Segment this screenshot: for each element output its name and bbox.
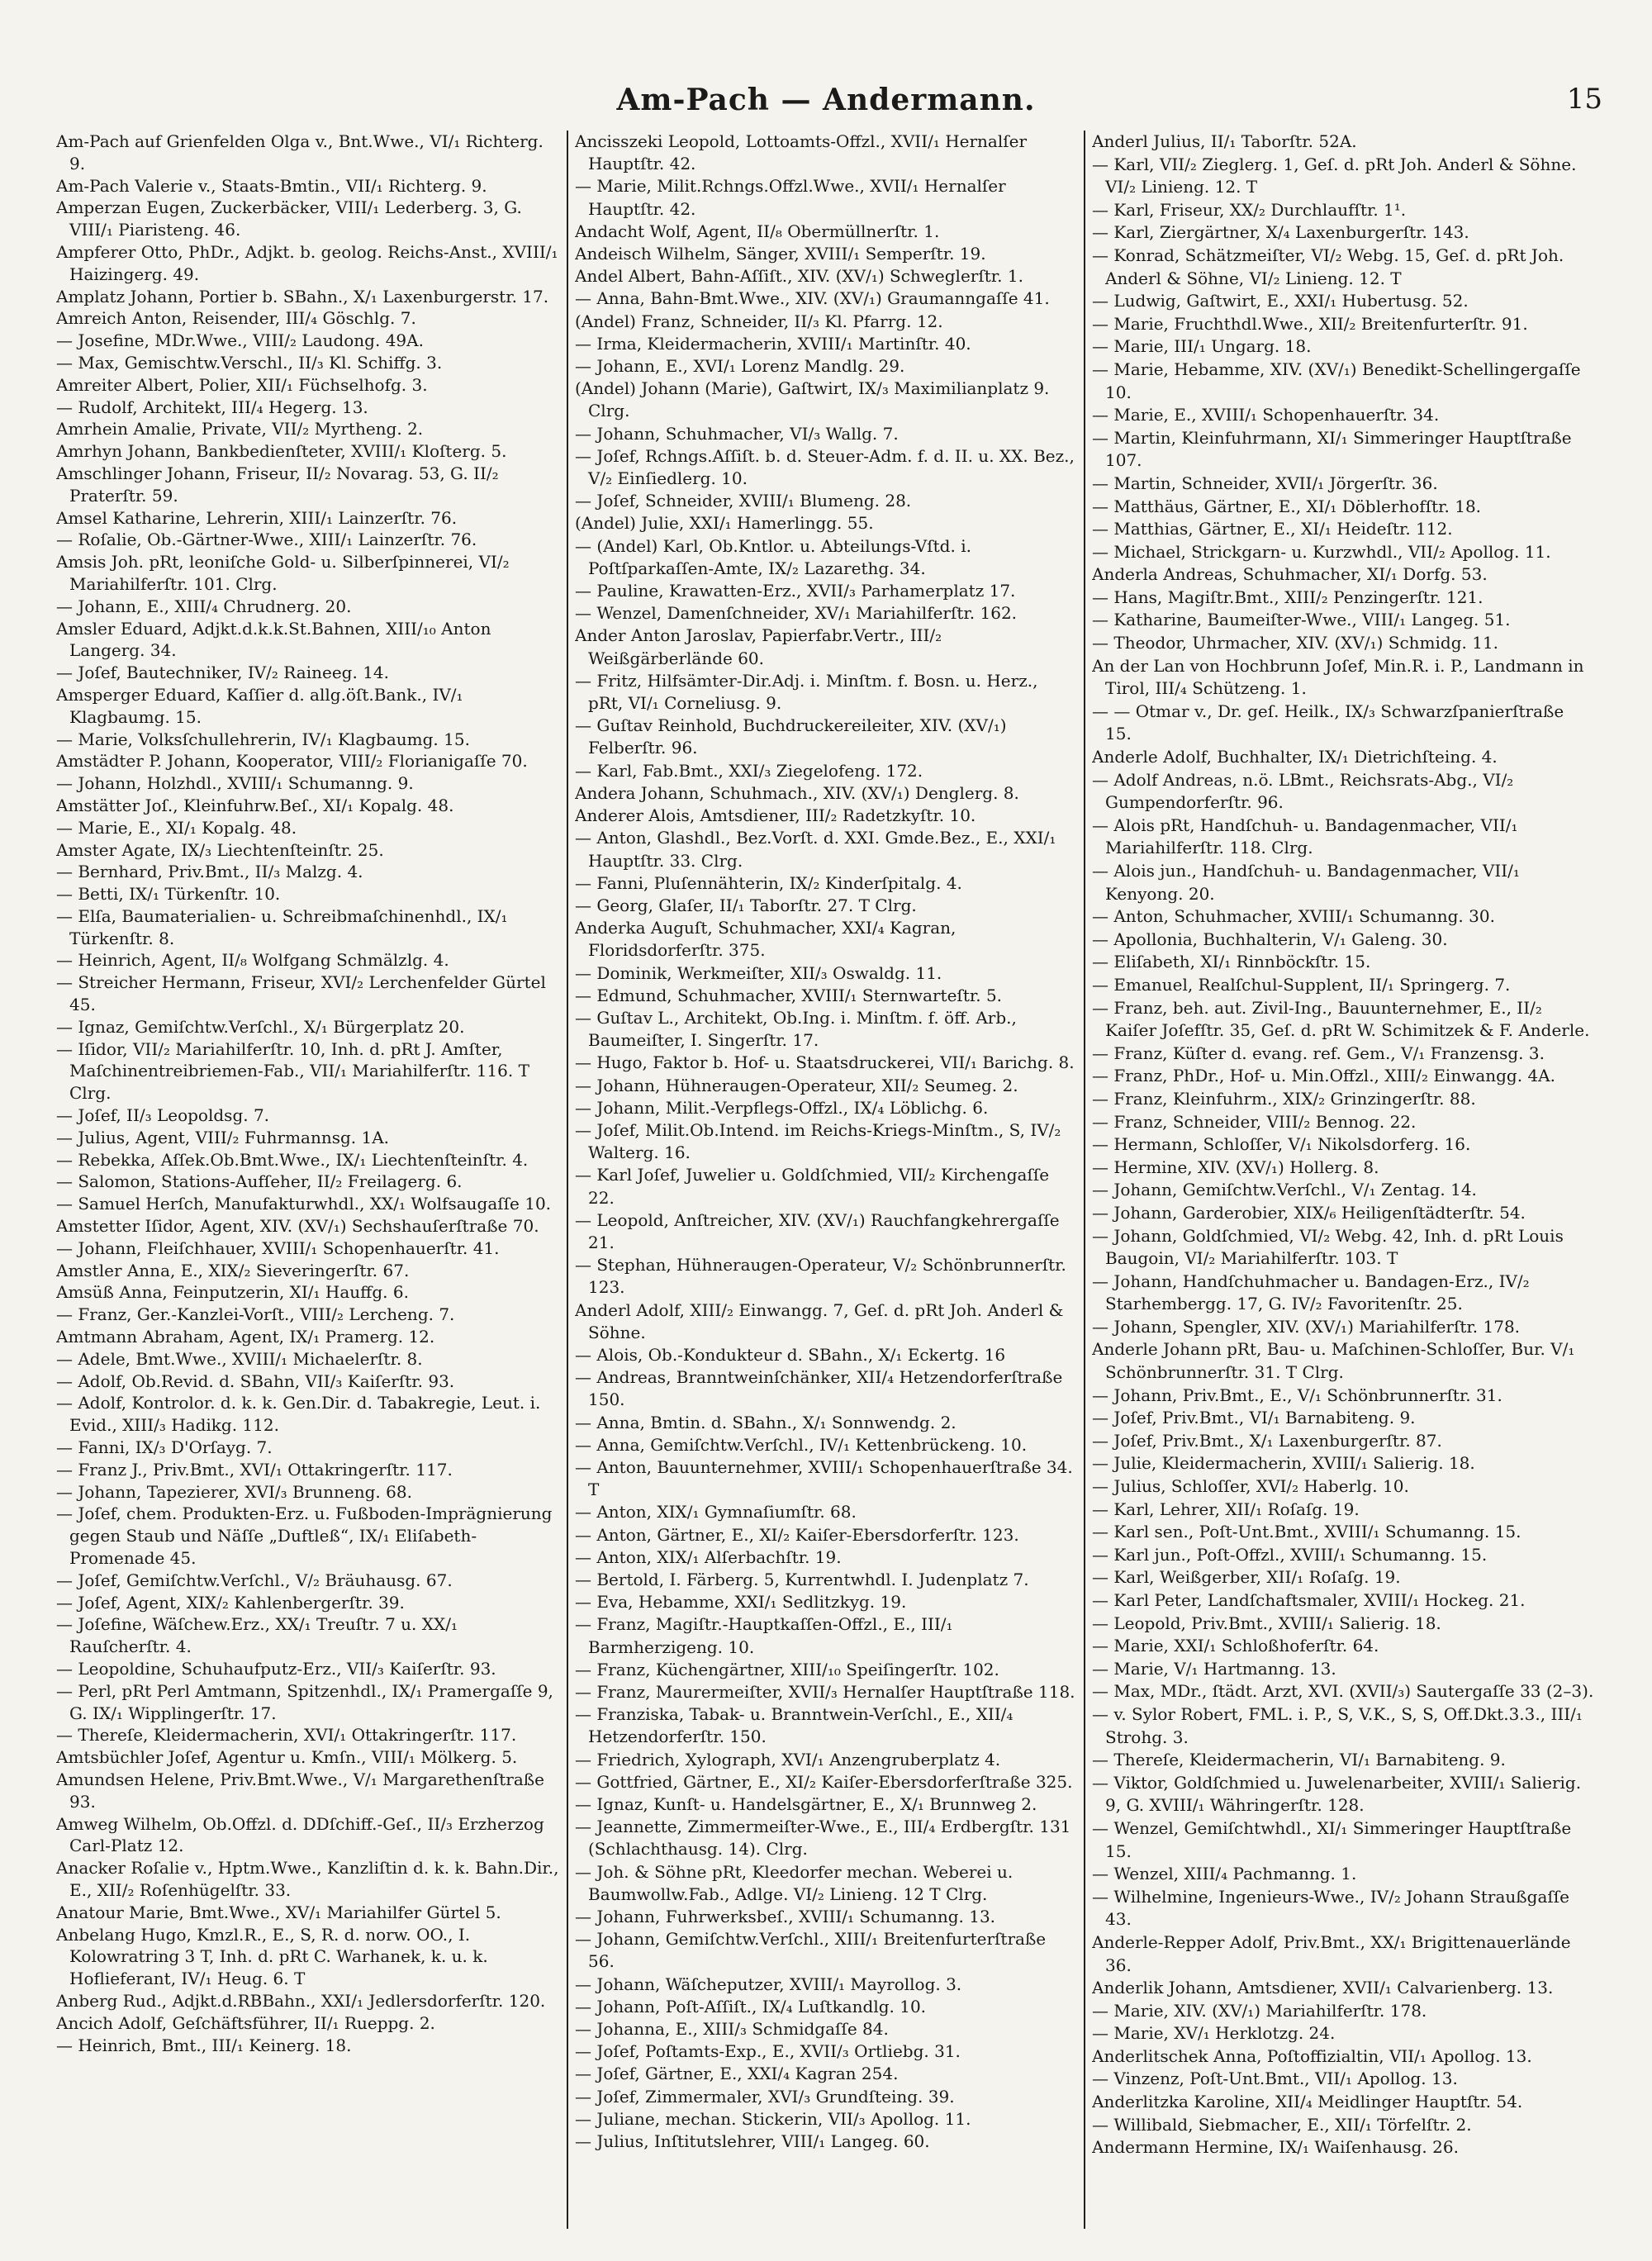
directory-entry: — Franz, beh. aut. Zivil-Ing., Bauunternehmer, E., II/₂ Kaiſer Joſefſtr. 35, Geſ. d. pRt W. Schimitzek & F. Anderle. bbox=[1092, 997, 1590, 1041]
directory-entry: Amundsen Helene, Priv.Bmt.Wwe., V/₁ Margarethenſtraße 93. bbox=[56, 1769, 544, 1812]
directory-entry: — Franz, Kleinfuhrm., XIX/₂ Grinzingerſtr. 88. bbox=[1092, 1088, 1476, 1109]
directory-entry: Andermann Hermine, IX/₁ Waiſenhausg. 26. bbox=[1092, 2137, 1459, 2158]
directory-entry: — Elſa, Baumaterialien- u. Schreibmaſchinenhdl., IX/₁ Türkenſtr. 8. bbox=[56, 905, 508, 948]
directory-entry: — Anton, Glashdl., Bez.Vorſt. d. XXI. Gmde.Bez., E., XXI/₁ Hauptſtr. 33. Clrg. bbox=[575, 828, 1056, 871]
directory-entry: — Julius, Schloſſer, XVI/₂ Haberlg. 10. bbox=[1092, 1476, 1409, 1497]
directory-entry: Anberg Rud., Adjkt.d.RBBahn., XXI/₁ Jedlersdorferſtr. 120. bbox=[56, 1990, 546, 2011]
directory-entry: Ampferer Otto, PhDr., Adjkt. b. geolog. Reichs-Anst., XVIII/₁ Haizingerg. 49. bbox=[56, 241, 558, 284]
directory-entry: Amstätter Joſ., Kleinfuhrw.Beſ., XI/₁ Kopalg. 48. bbox=[56, 795, 454, 815]
directory-entry: — Anton, Schuhmacher, XVIII/₁ Schumanng. 30. bbox=[1092, 906, 1495, 927]
directory-entry: — Perl, pRt Perl Amtmann, Spitzenhdl., IX/₁ Pramergaſſe 9, G. IX/₁ Wipplingerſtr. 17. bbox=[56, 1680, 553, 1723]
directory-entry: Anderlitschek Anna, Poſtoffizialtin, VII/₁ Apollog. 13. bbox=[1092, 2045, 1532, 2066]
directory-entry: — Betti, IX/₁ Türkenſtr. 10. bbox=[56, 884, 281, 905]
directory-entry: — Franz, Schneider, VIII/₂ Bennog. 22. bbox=[1092, 1111, 1417, 1132]
directory-entry: — Karl sen., Poſt-Unt.Bmt., XVIII/₁ Schumanng. 15. bbox=[1092, 1522, 1521, 1542]
directory-entry: — Willibald, Siebmacher, E., XII/₁ Törfelſtr. 2. bbox=[1092, 2114, 1472, 2135]
directory-entry: — Joſef, Milit.Ob.Intend. im Reichs-Kriegs-Minſtm., S, IV/₂ Walterg. 16. bbox=[575, 1119, 1061, 1163]
directory-entry: — Alois pRt, Handſchuh- u. Bandagenmacher, VII/₁ Mariahilferſtr. 118. Clrg. bbox=[1092, 815, 1518, 858]
directory-entry: — Eliſabeth, XI/₁ Rinnböckſtr. 15. bbox=[1092, 952, 1371, 972]
directory-entry: — Adolf Andreas, n.ö. LBmt., Reichsrats-Abg., VI/₂ Gumpendorferſtr. 96. bbox=[1092, 769, 1514, 813]
directory-entry: — Johann, Hühneraugen-Operateur, XII/₂ Seumeg. 2. bbox=[575, 1075, 1018, 1095]
directory-entry: — — Otmar v., Dr. geſ. Heilk., IX/₃ Schwarzſpanierſtraße 15. bbox=[1092, 701, 1564, 744]
directory-entry: — Eva, Hebamme, XXI/₁ Sedlitzkyg. 19. bbox=[575, 1592, 907, 1613]
directory-entry: — Marie, XIV. (XV/₁) Mariahilferſtr. 178. bbox=[1092, 2000, 1427, 2021]
directory-entry: — Anton, Bauunternehmer, XVIII/₁ Schopenhauerſtraße 34. T bbox=[575, 1456, 1073, 1500]
directory-entry: — Bertold, I. Färberg. 5, Kurrentwhdl. I. Judenplatz 7. bbox=[575, 1570, 1029, 1589]
directory-entry: — Matthäus, Gärtner, E., XI/₁ Döblerhofſtr. 18. bbox=[1092, 496, 1482, 516]
directory-entry: — Konrad, Schätzmeiſter, VI/₂ Webg. 15, Geſ. d. pRt Joh. Anderl & Söhne, VI/₂ Linieng. 12. T bbox=[1092, 245, 1564, 288]
directory-entry: Andera Johann, Schuhmach., XIV. (XV/₁) Denglerg. 8. bbox=[575, 782, 1019, 803]
directory-entry: — Joſef, Schneider, XVIII/₁ Blumeng. 28. bbox=[575, 491, 912, 511]
directory-entry: — Marie, XXI/₁ Schloßhoferſtr. 64. bbox=[1092, 1636, 1379, 1656]
directory-entry: — Guſtav Reinhold, Buchdruckereileiter, XIV. (XV/₁) Felberſtr. 96. bbox=[575, 715, 1007, 758]
directory-entry: — Johann, Gemiſchtw.Verſchl., V/₁ Zentag. 14. bbox=[1092, 1180, 1477, 1200]
directory-entry: — Marie, Milit.Rchngs.Offzl.Wwe., XVII/₁ Hernalſer Hauptſtr. 42. bbox=[575, 176, 1006, 219]
directory-entry: Amsperger Eduard, Kaſſier d. allg.öſt.Bank., IV/₁ Klagbaumg. 15. bbox=[56, 684, 463, 727]
directory-entry: — Max, Gemischtw.Verschl., II/₃ Kl. Schiffg. 3. bbox=[56, 352, 443, 373]
directory-entry: (Andel) Johann (Marie), Gaſtwirt, IX/₃ Maximilianplatz 9. Clrg. bbox=[575, 378, 1050, 421]
directory-entry: — Joſef, Priv.Bmt., X/₁ Laxenburgerſtr. 87. bbox=[1092, 1430, 1442, 1451]
directory-entry: Amsel Katharine, Lehrerin, XIII/₁ Lainzerſtr. 76. bbox=[56, 507, 458, 528]
directory-entry: — Adolf, Kontrolor. d. k. k. Gen.Dir. d. Tabakregie, Leut. i. Evid., XIII/₃ Hadikg. 112. bbox=[56, 1393, 541, 1436]
directory-entry: Amperzan Eugen, Zuckerbäcker, VIII/₁ Lederberg. 3, G. VIII/₁ Piaristeng. 46. bbox=[56, 197, 522, 240]
directory-entry: Amstler Anna, E., XIX/₂ Sieveringerſtr. 67. bbox=[56, 1260, 410, 1280]
directory-entry: — (Andel) Karl, Ob.Kntlor. u. Abteilungs-Vſtd. i. Poſtſparkaſſen-Amte, IX/₂ Lazarethg. 34. bbox=[575, 535, 971, 578]
directory-entry: Andeisch Wilhelm, Sänger, XVIII/₁ Semperſtr. 19. bbox=[575, 244, 986, 264]
directory-entry: — Hans, Magiſtr.Bmt., XIII/₂ Penzingerſtr. 121. bbox=[1092, 587, 1483, 607]
directory-entry: — Anna, Bmtin. d. SBahn., X/₁ Sonnwendg. 2. bbox=[575, 1412, 957, 1432]
directory-entry: — Juliane, mechan. Stickerin, VII/₃ Apollog. 11. bbox=[575, 2108, 971, 2129]
directory-entry: Anbelang Hugo, Kmzl.R., E., S, R. d. norw. OO., I. Kolowratring 3 T, Inh. d. pRt C. Warhanek, k. u. k. Hoflieferant, IV/₁ Heug. 6. T bbox=[56, 1924, 488, 1989]
directory-entry: — Alois, Ob.-Kondukteur d. SBahn., X/₁ Eckertg. 16 bbox=[575, 1344, 1006, 1365]
directory-entry: — Streicher Hermann, Friseur, XVI/₂ Lerchenfelder Gürtel 45. bbox=[56, 972, 546, 1015]
directory-entry: — Leopold, Priv.Bmt., XVIII/₁ Salierig. 18. bbox=[1092, 1613, 1441, 1633]
directory-entry: — Johann, Gemiſchtw.Verſchl., XIII/₁ Breitenfurterſtraße 56. bbox=[575, 1929, 1047, 1972]
directory-entry: — Wenzel, XIII/₄ Pachmanng. 1. bbox=[1092, 1864, 1357, 1884]
directory-entry: — Martin, Schneider, XVII/₁ Jörgerſtr. 36. bbox=[1092, 473, 1438, 493]
column-middle bbox=[567, 131, 1084, 2229]
directory-entry: Anderer Alois, Amtsdiener, III/₂ Radetzkyſtr. 10. bbox=[575, 805, 976, 826]
directory-entry: An der Lan von Hochbrunn Joſef, Min.R. i. P., Landmann in Tirol, III/₄ Schützeng. 1. bbox=[1092, 655, 1584, 699]
directory-entry: — Ignaz, Kunſt- u. Handelsgärtner, E., X/₁ Brunnweg 2. bbox=[575, 1794, 1037, 1815]
directory-entry: — Katharine, Baumeiſter-Wwe., VIII/₁ Langeg. 51. bbox=[1092, 610, 1511, 630]
directory-entry: — Anna, Gemiſchtw.Verſchl., IV/₁ Kettenbrückeng. 10. bbox=[575, 1434, 1028, 1455]
directory-entry: — Emanuel, Realſchul-Supplent, II/₁ Springerg. 7. bbox=[1092, 974, 1511, 995]
directory-entry: — Johann, E., XIII/₄ Chrudnerg. 20. bbox=[56, 596, 352, 616]
directory-entry: Anacker Roſalie v., Hptm.Wwe., Kanzliſtin d. k. k. Bahn.Dir., E., XII/₂ Roſenhügelſtr. 33. bbox=[56, 1858, 559, 1900]
directory-entry: — Karl, Fab.Bmt., XXI/₃ Ziegelofeng. 172. bbox=[575, 760, 923, 781]
directory-entry: — Rebekka, Aſſek.Ob.Bmt.Wwe., IX/₁ Liechtenſteinſtr. 4. bbox=[56, 1149, 529, 1170]
directory-entry: Anderlik Johann, Amtsdiener, XVII/₁ Calvarienberg. 13. bbox=[1092, 1978, 1554, 1998]
directory-entry: Amschlinger Johann, Friseur, II/₂ Novarag. 53, G. II/₂ Praterſtr. 59. bbox=[56, 463, 499, 506]
directory-entry: — Joſef, Bautechniker, IV/₂ Raineeg. 14. bbox=[56, 663, 389, 683]
directory-entry: — Joſef, Rchngs.Aſſiſt. b. d. Steuer-Adm. f. d. II. u. XX. Bez., V/₂ Einſiedlerg. 10. bbox=[575, 445, 1075, 489]
directory-entry: — Marie, E., XVIII/₁ Schopenhauerſtr. 34. bbox=[1092, 405, 1440, 425]
directory-entry: Anderl Adolf, XIII/₂ Einwangg. 7, Geſ. d. pRt Joh. Anderl & Söhne. bbox=[575, 1299, 1064, 1342]
directory-entry: — Anton, Gärtner, E., XI/₂ Kaiſer-Ebersdorferſtr. 123. bbox=[575, 1524, 1019, 1545]
directory-entry: — v. Sylor Robert, FML. i. P., S, V.K., S, S, Off.Dkt.3.3., III/₁ Strohg. 3. bbox=[1092, 1703, 1583, 1747]
directory-entry: — Irma, Kleidermacherin, XVIII/₁ Martinſtr. 40. bbox=[575, 333, 971, 354]
directory-entry: Amtmann Abraham, Agent, IX/₁ Pramerg. 12. bbox=[56, 1327, 435, 1347]
directory-entry: — Karl, Friseur, XX/₂ Durchlaufſtr. 1¹. bbox=[1092, 199, 1407, 220]
directory-entry: Andacht Wolf, Agent, II/₈ Obermüllnerſtr. 1. bbox=[575, 221, 940, 241]
directory-entry: — Franziska, Tabak- u. Branntwein-Verſchl., E., XII/₄ Hetzendorferſtr. 150. bbox=[575, 1704, 1014, 1747]
directory-entry: — Anton, XIX/₁ Gymnaſiumſtr. 68. bbox=[575, 1502, 857, 1522]
directory-entry: Amsüß Anna, Feinputzerin, XI/₁ Hauffg. 6. bbox=[56, 1282, 409, 1303]
directory-entry: — Rudolf, Architekt, III/₄ Hegerg. 13. bbox=[56, 397, 368, 417]
directory-entry: Ander Anton Jaroslav, Papierfabr.Vertr., III/₂ Weißgärberlände 60. bbox=[575, 625, 942, 668]
directory-entry: — Friedrich, Xylograph, XVI/₁ Anzengruberplatz 4. bbox=[575, 1749, 1001, 1769]
directory-entry: — Marie, E., XI/₁ Kopalg. 48. bbox=[56, 817, 297, 838]
directory-entry: — Johann, Wäſcheputzer, XVIII/₁ Mayrollog. 3. bbox=[575, 1974, 962, 1994]
directory-entry: — Jeannette, Zimmermeiſter-Wwe., E., III/₄ Erdbergſtr. 131 (Schlachthausg. 14). Clrg. bbox=[575, 1817, 1071, 1860]
directory-entry: — Karl Joſef, Juwelier u. Goldſchmied, VII/₂ Kirchengaſſe 22. bbox=[575, 1165, 1050, 1208]
directory-entry: — Julie, Kleidermacherin, XVIII/₁ Salierig. 18. bbox=[1092, 1453, 1475, 1474]
directory-entry: — Franz, Küchengärtner, XIII/₁₀ Speiſingerſtr. 102. bbox=[575, 1659, 999, 1679]
directory-entry: Amweg Wilhelm, Ob.Offzl. d. DDſchiff.-Geſ., II/₃ Erzherzog Carl-Platz 12. bbox=[56, 1813, 544, 1856]
directory-entry: — Marie, XV/₁ Herklotzg. 24. bbox=[1092, 2023, 1336, 2044]
directory-entry: — Joſef, Agent, XIX/₂ Kahlenbergerſtr. 39. bbox=[56, 1592, 405, 1613]
directory-entry: — Karl jun., Poſt-Offzl., XVIII/₁ Schumanng. 15. bbox=[1092, 1544, 1488, 1565]
directory-entry: — Johann, Tapezierer, XVI/₃ Brunneng. 68. bbox=[56, 1481, 412, 1502]
directory-entry: — Thereſe, Kleidermacherin, VI/₁ Barnabiteng. 9. bbox=[1092, 1750, 1506, 1770]
directory-entry: — Andreas, Branntweinſchänker, XII/₄ Hetzendorferſtraße 150. bbox=[575, 1367, 1063, 1410]
directory-entry: — Johann, Priv.Bmt., E., V/₁ Schönbrunnerſtr. 31. bbox=[1092, 1385, 1502, 1405]
directory-entry: — Vinzenz, Poſt-Unt.Bmt., VII/₁ Apollog. 13. bbox=[1092, 2069, 1458, 2089]
directory-entry: Amreiter Albert, Polier, XII/₁ Füchselhofg. 3. bbox=[56, 374, 428, 395]
directory-entry: — Heinrich, Bmt., III/₁ Keinerg. 18. bbox=[56, 2035, 352, 2055]
directory-entry: — Anna, Bahn-Bmt.Wwe., XIV. (XV/₁) Graumanngaſſe 41. bbox=[575, 288, 1050, 309]
directory-entry: — Theodor, Uhrmacher, XIV. (XV/₁) Schmidg. 11. bbox=[1092, 633, 1499, 653]
directory-entry: — Marie, V/₁ Hartmanng. 13. bbox=[1092, 1658, 1336, 1679]
directory-entry: Anderl Julius, II/₁ Taborſtr. 52A. bbox=[1092, 131, 1357, 151]
directory-entry: — Johann, Fuhrwerksbeſ., XVIII/₁ Schumanng. 13. bbox=[575, 1907, 996, 1927]
directory-entry: — Edmund, Schuhmacher, XVIII/₁ Sternwarteſtr. 5. bbox=[575, 985, 1003, 1005]
directory-entry: — Marie, Fruchthdl.Wwe., XII/₂ Breitenfurterſtr. 91. bbox=[1092, 313, 1528, 334]
directory-entry: — Johann, Fleiſchhauer, XVIII/₁ Schopenhauerſtr. 41. bbox=[56, 1237, 500, 1258]
directory-entry: — Joſef, Zimmermaler, XVI/₃ Grundſteing. 39. bbox=[575, 2086, 955, 2107]
directory-entry: — Max, MDr., ſtädt. Arzt, XVI. (XVII/₃) Sautergaſſe 33 (2–3). bbox=[1092, 1681, 1594, 1702]
directory-entry: — Fanni, Pluſennähterin, IX/₂ Kinderſpitalg. 4. bbox=[575, 872, 962, 893]
directory-entry: Amstetter Iſidor, Agent, XIV. (XV/₁) Sechshauſerſtraße 70. bbox=[56, 1216, 539, 1237]
directory-entry: Am-Pach Valerie v., Staats-Bmtin., VII/₁ Richterg. 9. bbox=[56, 175, 487, 196]
directory-entry: Anderle Johann pRt, Bau- u. Maſchinen-Schloſſer, Bur. V/₁ Schönbrunnerſtr. 31. T Clrg. bbox=[1092, 1339, 1575, 1383]
directory-entry: — Karl, VII/₂ Zieglerg. 1, Geſ. d. pRt Joh. Anderl & Söhne. VI/₂ Linieng. 12. T bbox=[1092, 154, 1577, 197]
directory-entry: — Joſef, Gärtner, E., XXI/₄ Kagran 254. bbox=[575, 2064, 899, 2084]
directory-entry: — Apollonia, Buchhalterin, V/₁ Galeng. 30. bbox=[1092, 929, 1448, 949]
directory-entry: — Johanna, E., XIII/₃ Schmidgaſſe 84. bbox=[575, 2019, 889, 2040]
directory-entry: — Fanni, IX/₃ D'Orſayg. 7. bbox=[56, 1437, 273, 1458]
directory-entry: — Salomon, Stations-Aufſeher, II/₂ Freilagerg. 6. bbox=[56, 1171, 463, 1192]
column-right bbox=[1084, 131, 1601, 2229]
column-left bbox=[50, 131, 567, 2229]
directory-entry: — Leopoldine, Schuhaufputz-Erz., VII/₃ Kaiſerſtr. 93. bbox=[56, 1658, 496, 1679]
directory-entry: — Wenzel, Gemiſchtwhdl., XI/₁ Simmeringer Hauptſtraße 15. bbox=[1092, 1817, 1572, 1861]
directory-entry: — Adele, Bmt.Wwe., XVIII/₁ Michaelerſtr. 8. bbox=[56, 1348, 423, 1369]
directory-entry: — Julius, Inſtitutslehrer, VIII/₁ Langeg. 60. bbox=[575, 2131, 930, 2152]
directory-entry: — Karl, Weißgerber, XII/₁ Roſaſg. 19. bbox=[1092, 1567, 1401, 1588]
directory-entry: — Heinrich, Agent, II/₈ Wolfgang Schmälzlg. 4. bbox=[56, 950, 449, 971]
directory-entry: Amrhein Amalie, Private, VII/₂ Myrtheng. 2. bbox=[56, 419, 424, 439]
directory-entry: — Wilhelmine, Ingenieurs-Wwe., IV/₂ Johann Straußgaſſe 43. bbox=[1092, 1886, 1570, 1930]
directory-entry: — Josefine, MDr.Wwe., VIII/₂ Laudong. 49A. bbox=[56, 330, 424, 351]
directory-entry: Anderle Adolf, Buchhalter, IX/₁ Dietrichſteing. 4. bbox=[1092, 747, 1498, 767]
directory-entry: — Bernhard, Priv.Bmt., II/₃ Malzg. 4. bbox=[56, 862, 363, 882]
directory-entry: — Johann, Garderobier, XIX/₆ Heiligenſtädterſtr. 54. bbox=[1092, 1202, 1526, 1223]
directory-entry: — Karl, Ziergärtner, X/₄ Laxenburgerſtr. 143. bbox=[1092, 222, 1469, 243]
directory-entry: Anderka Auguſt, Schuhmacher, XXI/₄ Kagran, Floridsdorferſtr. 375. bbox=[575, 918, 957, 961]
directory-entry: Amrhyn Johann, Bankbedienſteter, XVIII/₁ Kloſterg. 5. bbox=[56, 441, 507, 462]
directory-entry: — Georg, Glaſer, II/₁ Taborſtr. 27. T Clrg. bbox=[575, 895, 917, 915]
directory-entry: — Johann, Poſt-Aſſiſt., IX/₄ Luſtkandlg. 10. bbox=[575, 1996, 927, 2016]
directory-entry: — Ignaz, Gemiſchtw.Verſchl., X/₁ Bürgerplatz 20. bbox=[56, 1016, 465, 1037]
directory-entry: — Anton, XIX/₁ Alſerbachſtr. 19. bbox=[575, 1546, 842, 1567]
directory-entry: — Alois jun., Handſchuh- u. Bandagenmacher, VII/₁ Kenyong. 20. bbox=[1092, 861, 1520, 904]
directory-entry: Amplatz Johann, Portier b. SBahn., X/₁ Laxenburgerstr. 17. bbox=[56, 286, 549, 306]
directory-entry: Amsler Eduard, Adjkt.d.k.k.St.Bahnen, XIII/₁₀ Anton Langerg. 34. bbox=[56, 618, 491, 661]
directory-entry: Amstädter P. Johann, Kooperator, VIII/₂ Florianigaſſe 70. bbox=[56, 751, 528, 772]
page-title: Am-Pach — Andermann. bbox=[616, 83, 1036, 117]
page-number: 15 bbox=[1566, 83, 1602, 116]
directory-entry: Amtsbüchler Joſef, Agentur u. Kmſn., VIII/₁ Mölkerg. 5. bbox=[56, 1747, 518, 1768]
directory-entry: — Johann, Spengler, XIV. (XV/₁) Mariahilferſtr. 178. bbox=[1092, 1316, 1521, 1337]
directory-entry: — Viktor, Goldſchmied u. Juwelenarbeiter, XVIII/₁ Salierig. 9, G. XVIII/₁ Währingerſtr. 128. bbox=[1092, 1772, 1582, 1816]
directory-entry: — Hermann, Schloſſer, V/₁ Nikolsdorferg. 16. bbox=[1092, 1134, 1471, 1155]
directory-entry: — Iſidor, VII/₂ Mariahilferſtr. 10, Inh. d. pRt J. Amſter, Maſchinentreibriemen-Fab., VII/₁ Mariahilferſtr. 116. T Clrg. bbox=[56, 1038, 529, 1104]
directory-entry: Amsis Joh. pRt, leoniſche Gold- u. Silberſpinnerei, VI/₂ Mariahilferſtr. 101. Clrg. bbox=[56, 552, 510, 594]
directory-entry: Andel Albert, Bahn-Aſſiſt., XIV. (XV/₁) Schweglerſtr. 1. bbox=[575, 266, 1023, 287]
directory-entry: Anderle-Repper Adolf, Priv.Bmt., XX/₁ Brigittenauerlände 36. bbox=[1092, 1931, 1571, 1975]
directory-entry: — Joh. & Söhne pRt, Kleedorfer mechan. Weberei u. Baumwollw.Fab., Adlge. VI/₂ Linieng. 12 T Clrg. bbox=[575, 1861, 1014, 1904]
directory-entry: — Michael, Strickgarn- u. Kurzwhdl., VII/₂ Apollog. 11. bbox=[1092, 541, 1551, 562]
directory-entry: — Guſtav L., Architekt, Ob.Ing. i. Minſtm. f. öff. Arb., Baumeiſter, I. Singerſtr. 17. bbox=[575, 1007, 1017, 1051]
directory-entry: — Marie, Hebamme, XIV. (XV/₁) Benedikt-Schellingergaſſe 10. bbox=[1092, 359, 1581, 402]
directory-entry: — Leopold, Anſtreicher, XIV. (XV/₁) Rauchfangkehrergaſſe 21. bbox=[575, 1209, 1060, 1252]
directory-entry: — Adolf, Ob.Revid. d. SBahn, VII/₃ Kaiſerſtr. 93. bbox=[56, 1370, 455, 1391]
directory-entry: Am-Pach auf Grienfelden Olga v., Bnt.Wwe., VI/₁ Richterg. 9. bbox=[56, 131, 544, 173]
directory-entry: Ancich Adolf, Geſchäftsführer, II/₁ Rueppg. 2. bbox=[56, 2012, 435, 2033]
directory-entry: — Matthias, Gärtner, E., XI/₁ Heideſtr. 112. bbox=[1092, 519, 1453, 539]
directory-entry: — Ludwig, Gaſtwirt, E., XXI/₁ Hubertusg. 52. bbox=[1092, 291, 1469, 311]
page-header bbox=[50, 83, 1602, 132]
directory-entry: — Karl Peter, Landſchaftsmaler, XVIII/₁ Hockeg. 21. bbox=[1092, 1590, 1526, 1610]
directory-entry: — Joſef, Priv.Bmt., VI/₁ Barnabiteng. 9. bbox=[1092, 1408, 1416, 1428]
directory-entry: — Gottfried, Gärtner, E., XI/₂ Kaiſer-Ebersdorferſtraße 325. bbox=[575, 1771, 1073, 1792]
directory-entry: — Dominik, Werkmeiſter, XII/₃ Oswaldg. 11. bbox=[575, 962, 942, 983]
directory-entry: — Johann, E., XVI/₁ Lorenz Mandlg. 29. bbox=[575, 356, 905, 377]
directory-entry: — Marie, Volksſchullehrerin, IV/₁ Klagbaumg. 15. bbox=[56, 729, 470, 749]
directory-entry: — Hugo, Faktor b. Hof- u. Staatsdruckerei, VII/₁ Barichg. 8. bbox=[575, 1052, 1075, 1073]
directory-entry: — Pauline, Krawatten-Erz., XVII/₃ Parhamerplatz 17. bbox=[575, 581, 1016, 601]
directory-entry: — Franz, Magiſtr.-Hauptkaſſen-Offzl., E., III/₁ Barmherzigeng. 10. bbox=[575, 1614, 953, 1657]
directory-entry: — Joſef, Gemiſchtw.Verſchl., V/₂ Bräuhausg. 67. bbox=[56, 1570, 453, 1590]
directory-entry: — Thereſe, Kleidermacherin, XVI/₁ Ottakringerſtr. 117. bbox=[56, 1725, 517, 1746]
directory-entry: — Roſalie, Ob.-Gärtner-Wwe., XIII/₁ Lainzerſtr. 76. bbox=[56, 530, 477, 550]
directory-entry: — Marie, III/₁ Ungarg. 18. bbox=[1092, 336, 1312, 357]
directory-entry: — Joſef, chem. Produkten-Erz. u. Fußboden-Imprägnierung gegen Staub und Näſſe „Duftleß“, IX/₁ Eliſabeth-Promenade 45. bbox=[56, 1503, 553, 1568]
directory-entry: — Joſef, II/₃ Leopoldsg. 7. bbox=[56, 1105, 270, 1126]
directory-entry: — Johann, Milit.-Verpflegs-Offzl., IX/₄ Löblichg. 6. bbox=[575, 1097, 989, 1118]
directory-entry: — Franz J., Priv.Bmt., XVI/₁ Ottakringerſtr. 117. bbox=[56, 1459, 453, 1480]
directory-entry: Anatour Marie, Bmt.Wwe., XV/₁ Mariahilfer Gürtel 5. bbox=[56, 1902, 501, 1922]
directory-entry: — Karl, Lehrer, XII/₁ Roſaſg. 19. bbox=[1092, 1499, 1360, 1519]
directory-entry: Anderla Andreas, Schuhmacher, XI/₁ Dorfg. 53. bbox=[1092, 564, 1488, 585]
directory-entry: (Andel) Julie, XXI/₁ Hamerlingg. 55. bbox=[575, 513, 874, 534]
directory-entry: — Wenzel, Damenſchneider, XV/₁ Mariahilferſtr. 162. bbox=[575, 603, 1018, 624]
directory-entry: Amreich Anton, Reisender, III/₄ Göschlg. 7. bbox=[56, 308, 416, 329]
directory-entry: — Fritz, Hilfsämter-Dir.Adj. i. Minſtm. f. Bosn. u. Herz., pRt, VI/₁ Corneliusg. 9. bbox=[575, 670, 1038, 714]
directory-entry: — Samuel Herſch, Manufakturwhdl., XX/₁ Wolfsaugaſſe 10. bbox=[56, 1194, 552, 1214]
directory-entry: Ancisszeki Leopold, Lottoamts-Offzl., XVII/₁ Hernalſer Hauptſtr. 42. bbox=[575, 131, 1028, 174]
directory-entry: — Franz, Küſter d. evang. ref. Gem., V/₁ Franzensg. 3. bbox=[1092, 1043, 1545, 1063]
directory-entry: — Johann, Handſchuhmacher u. Bandagen-Erz., IV/₂ Starhembergg. 17, G. IV/₂ Favoritenſtr. 25. bbox=[1092, 1271, 1530, 1314]
directory-entry: — Stephan, Hühneraugen-Operateur, V/₂ Schönbrunnerſtr. 123. bbox=[575, 1255, 1066, 1298]
directory-entry: (Andel) Franz, Schneider, II/₃ Kl. Pfarrg. 12. bbox=[575, 311, 943, 331]
directory-entry: Amster Agate, IX/₃ Liechtenſteinſtr. 25. bbox=[56, 839, 384, 860]
directory-entry: — Johann, Schuhmacher, VI/₃ Wallg. 7. bbox=[575, 423, 899, 444]
directory-entry: — Julius, Agent, VIII/₂ Fuhrmannsg. 1A. bbox=[56, 1127, 390, 1147]
directory-entry: — Joſefine, Wäſchew.Erz., XX/₁ Treuſtr. 7 u. XX/₁ Rauſcherſtr. 4. bbox=[56, 1614, 458, 1657]
directory-columns bbox=[50, 131, 1602, 2229]
directory-entry: Anderlitzka Karoline, XII/₄ Meidlinger Hauptſtr. 54. bbox=[1092, 2092, 1523, 2112]
directory-entry: — Franz, Maurermeiſter, XVII/₃ Hernalſer Hauptſtraße 118. bbox=[575, 1682, 1075, 1703]
directory-entry: — Franz, Ger.-Kanzlei-Vorſt., VIII/₂ Lercheng. 7. bbox=[56, 1304, 455, 1325]
directory-entry: — Martin, Kleinfuhrmann, XI/₁ Simmeringer Hauptſtraße 107. bbox=[1092, 427, 1572, 471]
directory-entry: — Johann, Goldſchmied, VI/₂ Webg. 42, Inh. d. pRt Louis Baugoin, VI/₂ Mariahilferſtr. 103. T bbox=[1092, 1225, 1564, 1269]
directory-entry: — Franz, PhDr., Hof- u. Min.Offzl., XIII/₂ Einwangg. 4A. bbox=[1092, 1066, 1555, 1086]
directory-entry: — Joſef, Poſtamts-Exp., E., XVII/₃ Ortliebg. 31. bbox=[575, 2041, 961, 2062]
directory-entry: — Hermine, XIV. (XV/₁) Hollerg. 8. bbox=[1092, 1157, 1379, 1177]
directory-entry: — Johann, Holzhdl., XVIII/₁ Schumanng. 9. bbox=[56, 773, 414, 794]
